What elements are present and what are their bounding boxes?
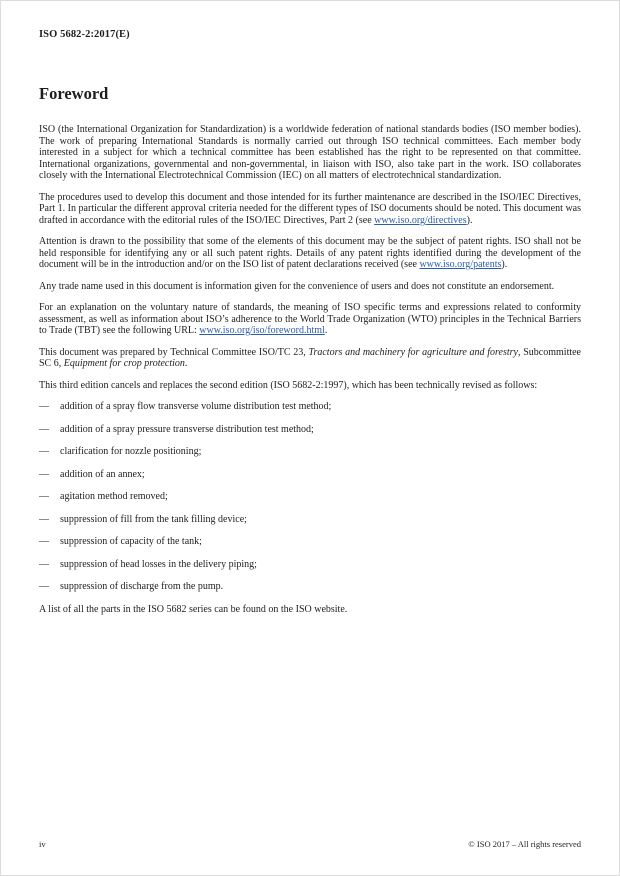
list-item-text: suppression of fill from the tank filling device; xyxy=(60,513,247,525)
subcommittee-name-italic: Equipment for crop protection xyxy=(63,358,185,369)
paragraph-iso-federation: ISO (the International Organization for Standardization) is a worldwide federation of national standards bodies (ISO member bodies). The work of preparing International Standards is normally carried out through ISO technical committees. Each member body interested in a subject for which a technical committee has been established has the right to be represented on that committee. International organizations, governmental and non-governmental, in liaison with ISO, also take part in the work. ISO collaborates closely with the International Electrotechnical Commission (IEC) on all matters of electrotechnical standardization. xyxy=(39,124,581,181)
list-item-text: suppression of head losses in the delivery piping; xyxy=(60,558,257,570)
committee-name-italic: Tractors and machinery for agriculture and forestry xyxy=(308,346,518,358)
dash-bullet: — xyxy=(39,423,49,435)
paragraph-technical-committee xyxy=(39,347,581,370)
link-iso-directives[interactable]: www.iso.org/directives xyxy=(374,214,467,226)
list-item xyxy=(39,446,581,458)
dash-bullet: — xyxy=(39,513,49,525)
paragraph-text: The procedures used to develop this document and those intended for its further maintenance are described in the ISO/IEC Directives, Part 1. In particular the different approval criteria needed for the different types of ISO documents should be noted. This document was drafted in accordance with the editorial rules of the ISO/IEC Directives, Part 2 (see xyxy=(39,191,581,226)
list-item xyxy=(39,514,581,526)
paragraph-procedures xyxy=(39,192,581,227)
paragraph-text: . xyxy=(184,358,188,369)
dash-bullet: — xyxy=(39,558,49,570)
paragraph-patent-rights xyxy=(39,236,581,271)
document-reference-header: ISO 5682-2:2017(E) xyxy=(39,29,130,40)
dash-bullet: — xyxy=(39,468,49,480)
paragraph-text: ). xyxy=(501,259,508,270)
paragraph-series-note: A list of all the parts in the ISO 5682 series can be found on the ISO website. xyxy=(39,603,348,615)
paragraph-third-edition: This third edition cancels and replaces the second edition (ISO 5682-2:1997), which has been technically revised as follows: xyxy=(39,379,538,391)
dash-bullet: — xyxy=(39,491,49,502)
link-iso-patents[interactable]: www.iso.org/patents xyxy=(419,259,502,270)
list-item xyxy=(39,401,581,413)
list-item xyxy=(39,559,581,571)
paragraph-wto-tbt xyxy=(39,302,581,337)
page-number: iv xyxy=(39,839,46,849)
dash-bullet: — xyxy=(39,446,49,457)
list-item-text: addition of an annex; xyxy=(60,468,145,480)
list-item-text: suppression of discharge from the pump. xyxy=(60,581,224,592)
list-item-text: agitation method removed; xyxy=(60,491,168,502)
dash-bullet: — xyxy=(39,401,49,412)
list-item xyxy=(39,469,581,481)
dash-bullet: — xyxy=(39,581,49,592)
paragraph-text: Attention is drawn to the possibility that some of the elements of this document may be the subject of patent rights. ISO shall not be held responsible for identifying any or all such patent rights. Details of any patent rights identified during the development of the document will be in the introduction and/or on the ISO list of patent declarations received (see xyxy=(39,236,581,270)
list-item-text: addition of a spray flow transverse volume distribution test method; xyxy=(60,401,332,412)
paragraph-text: For an explanation on the voluntary nature of standards, the meaning of ISO specific terms and expressions related to conformity assessment, as well as information about ISO’s adherence to the World Trade Organization (WTO) principles in the Technical Barriers to Trade (TBT) see the following URL: xyxy=(39,302,581,336)
list-item xyxy=(39,491,581,503)
paragraph-text: This document was prepared by Technical Committee ISO/TC 23, xyxy=(39,346,309,358)
list-item-text: addition of a spray pressure transverse distribution test method; xyxy=(60,423,314,435)
list-item xyxy=(39,581,581,593)
page-footer xyxy=(39,839,581,849)
list-item-text: suppression of capacity of the tank; xyxy=(60,536,202,547)
link-iso-foreword[interactable]: www.iso.org/iso/foreword.html xyxy=(199,325,325,336)
paragraph-text: . xyxy=(324,325,328,336)
revision-list xyxy=(39,401,581,593)
list-item xyxy=(39,536,581,548)
dash-bullet: — xyxy=(39,536,49,547)
copyright-notice: © ISO 2017 – All rights reserved xyxy=(468,839,581,849)
paragraph-text: ). xyxy=(466,214,473,226)
paragraph-text: , Subcommittee SC 6, xyxy=(39,346,581,369)
list-item-text: clarification for nozzle positioning; xyxy=(60,446,202,457)
section-title-foreword: Foreword xyxy=(39,84,109,103)
paragraph-trade-name: Any trade name used in this document is information given for the convenience of users and does not constitute an endorsement. xyxy=(39,280,555,292)
list-item xyxy=(39,424,581,436)
